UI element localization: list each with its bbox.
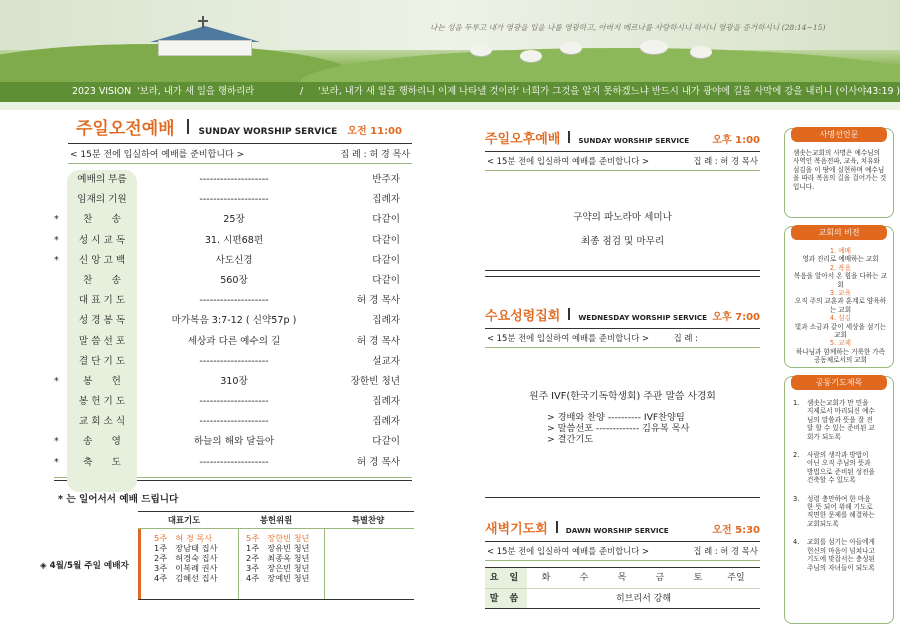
order-leader: 다같이: [372, 436, 400, 448]
mission-text: 샘솟는교회의 사명은 예수님의 사역인 복음전파, 교육, 치유와 섬김을 이 땅에 실현하며 예수님을 따라 복음의 길을 걸어가는 것입니다.: [793, 149, 887, 191]
dawn-english-title: DAWN WORSHIP SERVICE: [565, 526, 669, 535]
order-leader: 다같이: [372, 234, 400, 246]
sheep-graphic: [470, 44, 492, 56]
order-row: [54, 170, 412, 190]
order-leader: 집례자: [372, 194, 400, 206]
order-label: 봉 헌: [83, 375, 121, 387]
dawn-days-row: [485, 568, 760, 588]
order-row: [54, 412, 412, 432]
afternoon-service-heading: [485, 128, 760, 147]
duty-header-offering: 봉헌위원: [259, 514, 293, 525]
dawn-service-heading: [485, 518, 760, 537]
word-label: 말 씀: [485, 589, 527, 608]
afternoon-time: 오후 1:00: [712, 135, 760, 146]
order-row: [54, 372, 412, 392]
order-content: --------------------: [199, 456, 269, 468]
order-content: 사도신경: [215, 254, 253, 266]
order-leader: 다같이: [372, 254, 400, 266]
duty-table-bottom: [138, 599, 414, 600]
order-standing-mark: *: [54, 254, 59, 266]
prep-notice: < 15분 전에 입실하여 예배를 준비합니다 >: [70, 150, 245, 160]
dawn-subline: [485, 541, 760, 561]
prayer-duty-entry: 5주 허 경 목사: [154, 532, 213, 543]
duty-column-divider: [238, 529, 239, 599]
day-cell: 화: [541, 573, 551, 583]
prayer-duty-entry: 2주 허경숙 집사: [154, 552, 218, 563]
prayer-topic-item: [793, 451, 888, 485]
offering-duty-entry: 5주 장한빈 청년: [246, 532, 310, 543]
sidebar: [784, 128, 894, 632]
prayer-topic-item: [793, 399, 888, 441]
order-row: [54, 392, 412, 412]
heading-divider: [568, 131, 570, 143]
order-row: [54, 432, 412, 452]
order-label: 결 단 기 도: [78, 355, 126, 367]
prayer-duty-list: [154, 533, 217, 583]
order-content: 31. 시편68편: [204, 234, 264, 246]
vision-item-text: 오직 주의 교훈과 훈계로 양육하는 교회: [794, 297, 887, 314]
order-leader: 허 경 목사: [356, 456, 400, 468]
morning-time: 오전 11:00: [347, 126, 402, 137]
order-label: 송 영: [83, 436, 121, 448]
vision-item-heading: 3. 교육: [829, 289, 852, 298]
order-row: [54, 332, 412, 352]
prayer-topic-number: 4.: [793, 538, 800, 547]
duty-roster-label: ◈ 4월/5월 주일 예배자: [40, 560, 129, 571]
order-label: 찬 송: [83, 274, 121, 286]
order-standing-mark: *: [54, 214, 59, 226]
order-label: 대 표 기 도: [78, 295, 126, 307]
mission-box: [784, 128, 894, 218]
header-band: [0, 102, 900, 110]
order-label: 신 앙 고 백: [78, 254, 126, 266]
dawn-word-row: [485, 588, 760, 608]
prayer-topic-text: 샘솟는교회가 만 민을 지제로서 마리되신 예수님의 말씀과 뜻을 잘 전달 할 수 있는 준비된 교회가 되도록: [807, 399, 875, 441]
order-row: [54, 251, 412, 271]
morning-title: 주일오전예배: [76, 119, 175, 139]
order-content: 하늘의 해와 달들아: [193, 436, 275, 448]
afternoon-topic: 구약의 파노라마 세미나: [573, 212, 672, 223]
hill-graphic: [300, 48, 900, 82]
duty-accent-bar: [138, 529, 141, 599]
order-label: 예배의 부름: [77, 174, 127, 185]
day-cell: 주일: [727, 573, 745, 583]
sheep-graphic: [640, 40, 668, 54]
standing-note: * 는 일어서서 예배 드립니다: [58, 493, 179, 505]
wednesday-title: 수요성령집회: [485, 309, 561, 324]
program-item: > 경배와 찬양 ---------- IVF찬양팀: [547, 412, 685, 423]
other-services-section: [485, 114, 760, 609]
program-item: > 말씀선포 ------------- 김유복 목사: [547, 423, 690, 434]
wednesday-time: 오후 7:00: [712, 312, 760, 323]
order-leader: 다같이: [372, 214, 400, 226]
leader-text: 집 례 : 허 경 목사: [693, 546, 758, 556]
order-standing-mark: *: [54, 456, 59, 468]
church-vision-list: [785, 227, 893, 371]
order-label: 말 씀 선 포: [78, 335, 126, 347]
prep-notice: < 15분 전에 입실하여 예배를 준비합니다 >: [487, 333, 650, 343]
order-content: --------------------: [199, 295, 269, 307]
program-item: > 결간기도: [547, 434, 594, 445]
order-content: --------------------: [199, 194, 269, 206]
order-label: 축 도: [83, 456, 121, 468]
order-standing-mark: *: [54, 234, 59, 246]
order-label: 봉 헌 기 도: [78, 396, 126, 408]
order-content: 560장: [220, 274, 248, 286]
offering-duty-entry: 1주 장유빈 청년: [246, 542, 310, 553]
offering-duty-list: [246, 533, 309, 583]
duty-table-header: [138, 511, 414, 529]
vision-item-heading: 4. 섬김: [829, 314, 852, 323]
prep-notice: < 15분 전에 입실하여 예배를 준비합니다 >: [487, 156, 650, 166]
day-cell: 목: [617, 573, 627, 583]
offering-duty-entry: 4주 장예빈 청년: [246, 572, 310, 583]
prayer-topic-number: 1.: [793, 399, 800, 407]
wednesday-subline: [485, 328, 760, 348]
header-banner: [0, 0, 900, 82]
order-label: 성 경 봉 독: [78, 315, 126, 327]
morning-service-section: [40, 114, 412, 603]
wednesday-body: [485, 348, 760, 498]
heading-divider: [556, 521, 558, 533]
dawn-schedule-table: [485, 567, 760, 609]
order-leader: 허 경 목사: [356, 335, 400, 347]
leader-text: 집 례 :: [673, 333, 698, 343]
vision-bar: [0, 82, 900, 102]
order-row: [54, 210, 412, 230]
order-leader: 장한빈 청년: [350, 375, 400, 387]
prayer-topic-item: [793, 495, 888, 529]
afternoon-subtopic: 최종 점검 및 마무리: [580, 236, 665, 247]
morning-subline: [68, 143, 412, 164]
order-label: 성 시 교 독: [78, 234, 126, 246]
prayer-topic-number: 3.: [793, 494, 800, 503]
leader-text: 집 례 : 허 경 목사: [340, 150, 410, 160]
order-row: [54, 291, 412, 311]
church-vision-title: 교회의 비전: [791, 225, 887, 240]
order-leader: 설교자: [372, 355, 400, 367]
order-row: [54, 453, 412, 473]
heading-divider: [187, 119, 189, 134]
order-leader: 반주자: [372, 174, 400, 185]
vision-item-heading: 5. 교제: [829, 339, 852, 348]
prayer-topic-text: 교회를 섬기는 아들에게 헌신의 마음이 넘쳐나고 기도에 맞잡서는 충성된 주님의 자녀들이 되도록: [807, 538, 875, 572]
day-cell: 금: [655, 573, 665, 583]
prayer-duty-entry: 1주 장남태 집사: [154, 542, 218, 553]
order-leader: 집례자: [372, 315, 400, 327]
leader-text: 집 례 : 허 경 목사: [693, 156, 758, 166]
order-leader: 다같이: [372, 274, 400, 286]
duty-column-divider: [324, 529, 325, 599]
order-leader: 집례자: [372, 416, 400, 428]
order-content: 310장: [220, 375, 248, 387]
offering-duty-entry: 3주 장은빈 청년: [246, 562, 310, 573]
order-content: --------------------: [199, 355, 269, 367]
wednesday-program: [547, 412, 689, 445]
prayer-topics-title: 공동기도제목: [791, 375, 887, 390]
vision-item-heading: 2. 복음: [829, 263, 852, 272]
prayer-topic-text: 성령 충만하여 한 마음 한 뜻 되어 위해 기도로 직면한 문제를 해결하는 교회되도록: [807, 494, 875, 528]
vision-separator: /: [300, 86, 304, 97]
prayer-topic-text: 사람의 생각과 방법이 아닌 오직 주님의 뜻과 방법으로 준비된 성전을 건축할 수 있도록: [807, 451, 875, 485]
order-row: [54, 271, 412, 291]
order-content: 세상과 다른 예수의 길: [187, 335, 281, 347]
worship-order-list: [54, 170, 412, 473]
order-row: [54, 190, 412, 210]
afternoon-subline: [485, 151, 760, 171]
order-standing-mark: *: [54, 436, 59, 448]
prayer-topic-number: 2.: [793, 451, 800, 460]
word-text: 히브리서 강해: [615, 594, 672, 604]
order-content: 마가복음 3:7-12 ( 신약57p ): [171, 315, 297, 327]
afternoon-english-title: SUNDAY WORSHIP SERVICE: [578, 136, 690, 145]
church-building-image: [150, 20, 260, 56]
prep-notice: < 15분 전에 입실하여 예배를 준비합니다 >: [487, 546, 650, 556]
order-row: [54, 311, 412, 331]
offering-duty-entry: 2주 최종옥 청년: [246, 552, 310, 563]
order-content: --------------------: [199, 174, 269, 185]
dawn-time: 오전 5:30: [712, 525, 760, 536]
sheep-graphic: [690, 46, 712, 58]
prayer-topics-list: [785, 377, 893, 588]
wednesday-main-event: 원주 IVF(한국기독학생회) 주관 말씀 사경회: [529, 391, 716, 402]
duty-table: [138, 511, 414, 603]
order-row: [54, 231, 412, 251]
vision-item-text: 영과 진리로 예배하는 교회: [802, 255, 879, 264]
vision-item-text: 하나님과 함께하는 거룩한 가족 공동체로서의 교회: [795, 347, 886, 365]
wednesday-english-title: WEDNESDAY WORSHIP SERVICE: [578, 313, 708, 322]
order-leader: 허 경 목사: [356, 295, 400, 307]
prayer-duty-entry: 4주 김혜선 집사: [154, 572, 218, 583]
order-content: --------------------: [199, 396, 269, 408]
vision-item-text: 빛과 소금과 같이 세상을 섬기는 교회: [794, 322, 887, 340]
day-cell: 수: [579, 573, 589, 583]
order-content: --------------------: [199, 416, 269, 428]
order-label: 임재의 기원: [77, 194, 127, 206]
duty-roster: [40, 511, 412, 603]
vision-item-text: 복음을 알아서 온 힘을 다하는 교회: [793, 272, 888, 289]
header-verse: 나는 성읍 두루고 내가 영광을 입을 나를 영광하고, 아버지 메르나를 사랑하시니 하시니 영광을 증거하시니 (28:14~15): [430, 23, 826, 32]
section-divider: [485, 271, 760, 277]
church-vision-box: [784, 226, 894, 368]
afternoon-body: [485, 171, 760, 271]
heading-divider: [568, 308, 570, 320]
mission-title: 사명선언문: [791, 127, 887, 142]
duty-header-prayer: 대표기도: [167, 514, 201, 525]
prayer-topic-item: [793, 538, 888, 572]
sheep-graphic: [560, 42, 582, 54]
afternoon-title: 주일오후예배: [485, 132, 561, 147]
vision-title: 2023 VISION '보라, 내가 새 일을 행하리라: [72, 86, 255, 97]
day-label: 요 일: [485, 568, 527, 588]
order-leader: 집례자: [372, 396, 400, 408]
dawn-title: 새벽기도회: [485, 522, 548, 537]
duty-header-special-song: 특별찬양: [351, 514, 385, 525]
wednesday-service-heading: [485, 305, 760, 324]
day-cell: 토: [693, 573, 703, 583]
order-standing-mark: *: [54, 375, 59, 387]
order-content: 25장: [223, 214, 245, 226]
order-label: 찬 송: [83, 214, 121, 226]
vision-item-heading: 1. 예배: [829, 247, 852, 255]
vision-verse: '보라, 내가 새 일을 행하리니 이제 나타낼 것이라' 너희가 그것을 알지 못하겠느냐 반드시 내가 광야에 길을 사막에 강을 내리니 (이사야43:19 ): [318, 86, 900, 97]
prayer-topics-box: [784, 376, 894, 624]
order-label: 교 회 소 식: [78, 416, 126, 428]
prayer-duty-entry: 3주 이복례 권사: [154, 562, 218, 573]
morning-service-heading: [76, 114, 412, 139]
order-row: [54, 352, 412, 372]
morning-english-title: SUNDAY WORSHIP SERVICE: [198, 127, 338, 137]
sheep-graphic: [520, 50, 542, 62]
